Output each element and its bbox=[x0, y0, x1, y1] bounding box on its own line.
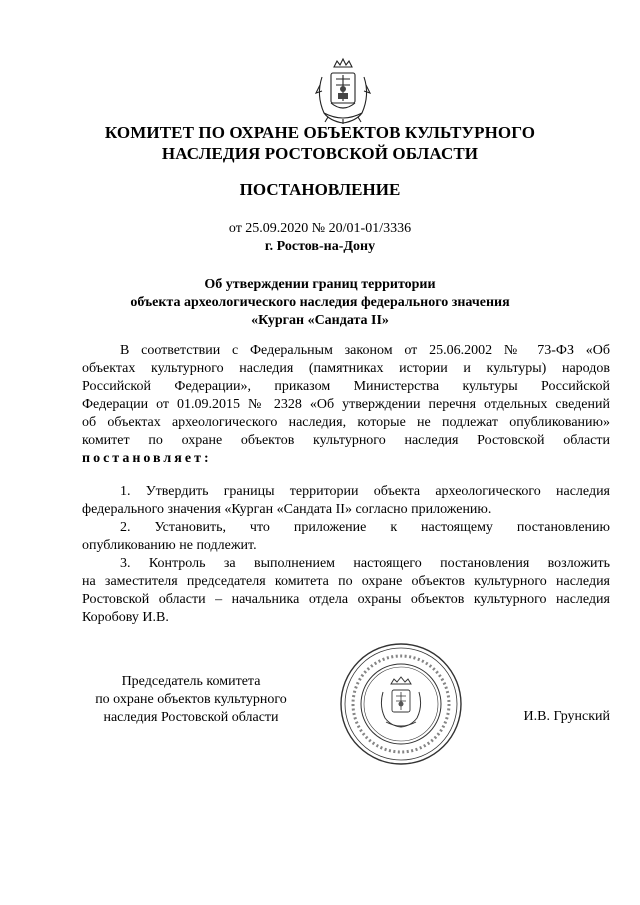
item-2-line-2: опубликованию не подлежит. bbox=[82, 538, 257, 553]
item-1-line-1: 1. Утвердить границы территории объекта археологического наследия bbox=[120, 484, 610, 499]
signer-name: И.В. Грунский bbox=[523, 709, 610, 724]
item-2-line-1: 2. Установить, что приложение к настоящему постановлению bbox=[120, 520, 610, 535]
signer-title-line-1: Председатель комитета bbox=[121, 674, 261, 689]
city: г. Ростов-на-Дону bbox=[264, 239, 376, 254]
preamble-line-4: Федерации от 01.09.2015 № 2328 «Об утверждении перечня отдельных сведений bbox=[82, 397, 610, 412]
document-subject bbox=[0, 276, 640, 330]
subject-line-1: Об утверждении границ территории bbox=[204, 277, 436, 292]
date-number: от 25.09.2020 № 20/01-01/3336 bbox=[228, 221, 412, 236]
document-type: ПОСТАНОВЛЕНИЕ bbox=[239, 180, 401, 199]
preamble-line-1: В соответствии с Федеральным законом от 25.06.2002 № 73-ФЗ «Об bbox=[120, 343, 610, 358]
preamble-paragraph bbox=[82, 342, 610, 468]
preamble-line-6: комитет по охране объектов культурного наследия Ростовской области bbox=[82, 433, 610, 448]
subject-line-2: объекта археологического наследия федерального значения bbox=[130, 295, 510, 310]
item-3-line-3: Ростовской области – начальника отдела охраны объектов культурного наследия bbox=[82, 592, 610, 607]
signer-title bbox=[82, 673, 300, 727]
official-seal-icon bbox=[336, 640, 466, 768]
preamble-line-2: объектах культурного наследия (памятниках истории и культуры) народов bbox=[82, 361, 610, 376]
item-3-line-4: Коробову И.В. bbox=[82, 610, 169, 625]
coat-of-arms-icon bbox=[314, 55, 372, 125]
subject-line-3: «Курган «Сандата II» bbox=[251, 313, 389, 328]
document-meta bbox=[0, 220, 640, 256]
org-line-1: КОМИТЕТ ПО ОХРАНЕ ОБЪЕКТОВ КУЛЬТУРНОГО bbox=[104, 123, 536, 142]
preamble-line-3: Российской Федерации», приказом Министерства культуры Российской bbox=[82, 379, 610, 394]
signer-title-line-3: наследия Ростовской области bbox=[103, 710, 279, 725]
preamble-line-5: об объектах археологического наследия, которые не подлежат опубликованию» bbox=[82, 415, 610, 430]
organization-name bbox=[0, 122, 640, 164]
item-1-line-2: федерального значения «Курган «Сандата II» согласно приложению. bbox=[82, 502, 492, 517]
decree-items bbox=[82, 483, 610, 627]
item-3-line-1: 3. Контроль за выполнением настоящего постановления возложить bbox=[120, 556, 610, 571]
signer-title-line-2: по охране объектов культурного bbox=[95, 692, 287, 707]
decree-word: постановляет: bbox=[82, 451, 212, 466]
org-line-2: НАСЛЕДИЯ РОСТОВСКОЙ ОБЛАСТИ bbox=[161, 144, 479, 163]
item-3-line-2: на заместителя председателя комитета по охране объектов культурного наследия bbox=[82, 574, 610, 589]
